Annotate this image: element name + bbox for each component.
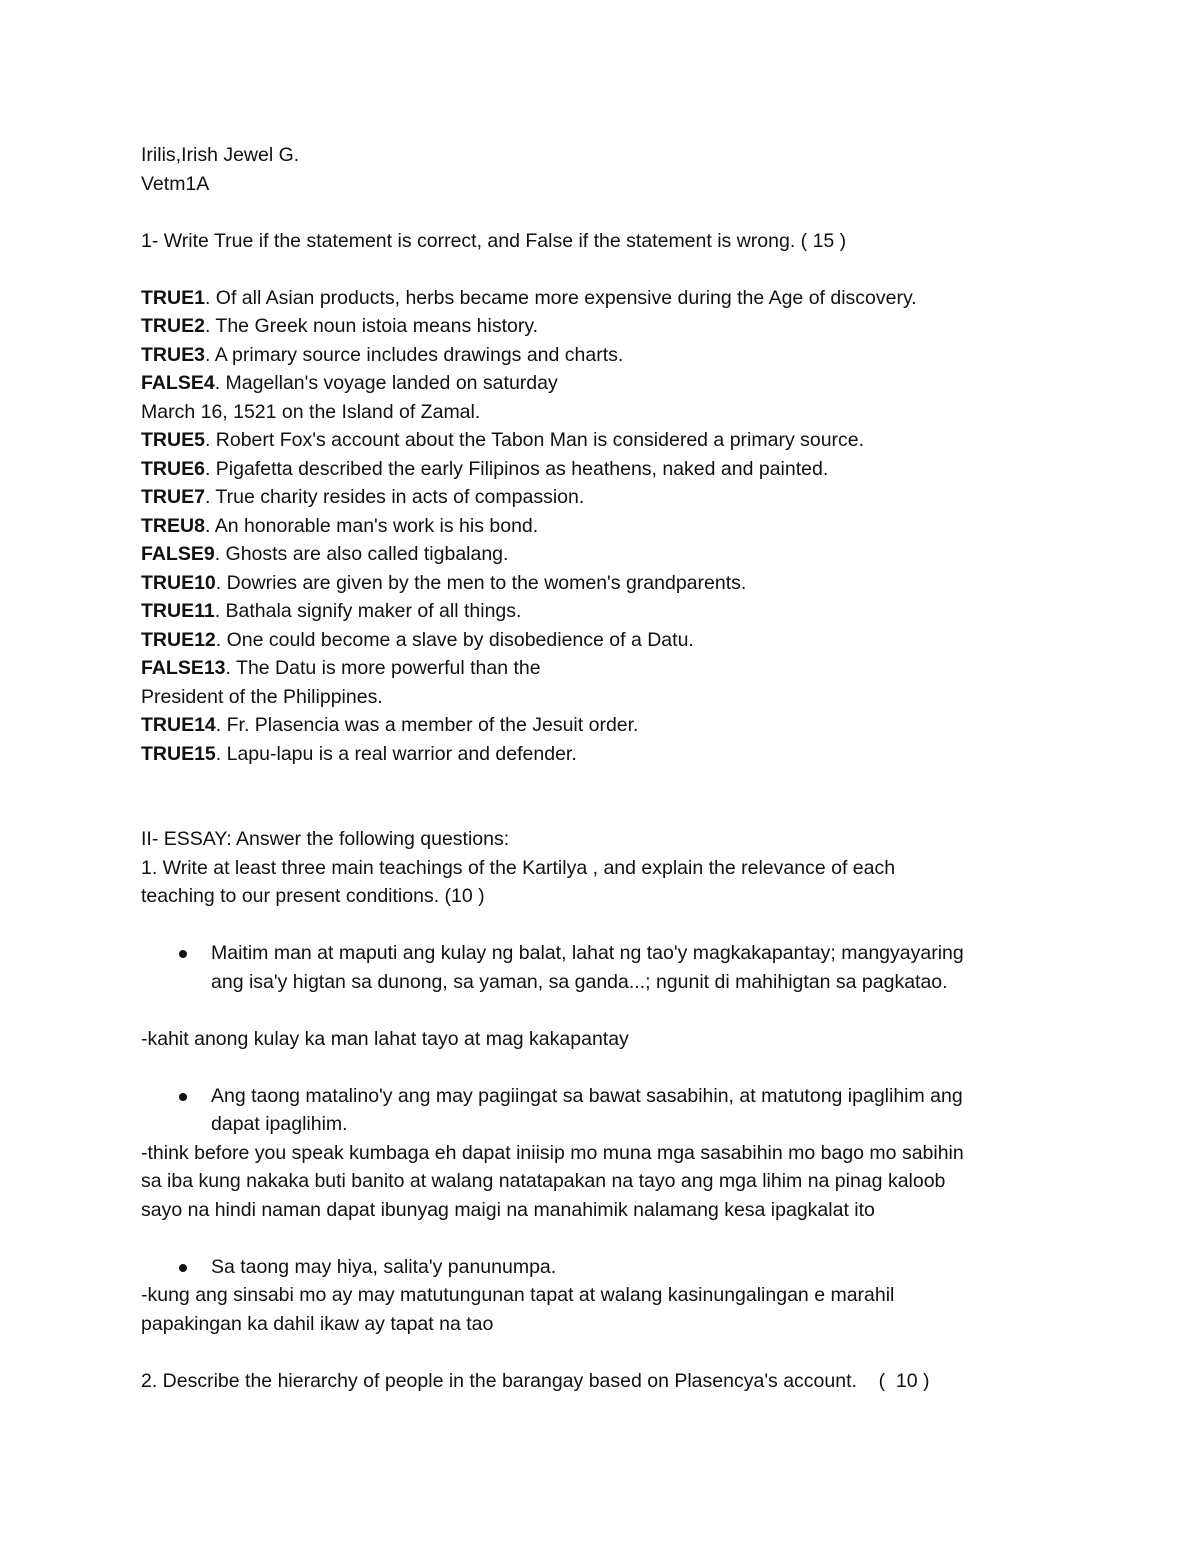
teaching-bullet-item [141,1082,1061,1139]
bullet-dot-icon [179,950,187,958]
teaching-bullet-item [141,939,1061,996]
teaching-explanation: sayo na hindi naman dapat ibunyag maigi na manahimik nalamang kesa ipagkalat ito [141,1198,875,1221]
tf-answer: TRUE15 [141,742,216,765]
tf-statement: . Robert Fox's account about the Tabon Man is considered a primary source. [204,429,865,451]
tf-item [141,512,1061,541]
kartilya-teachings [141,939,1061,1367]
tf-answer: TRUE14 [141,714,216,736]
tf-statement: . Fr. Plasencia was a member of the Jesuit order. [215,714,639,736]
teaching-explanation: -think before you speak kumbaga eh dapat iniisip mo muna mga sasabihin mo bago mo sabihin [141,1141,964,1164]
tf-item [141,540,1061,569]
bullet-dot-icon [179,1264,187,1272]
tf-answer: TRUE12 [141,628,216,651]
spacer [141,797,1061,826]
tf-item [141,654,1061,683]
tf-answer: TREU8 [141,514,205,537]
tf-answer: TRUE6 [141,457,205,480]
tf-item [141,426,1061,455]
spacer [141,198,1061,227]
spacer [141,255,1061,284]
spacer [141,1224,1061,1253]
spacer [141,1338,1061,1367]
tf-statement: . Of all Asian products, herbs became more expensive during the Age of discovery. [204,286,917,309]
tf-statement-continued: President of the Philippines. [141,685,383,708]
part2-heading: II- ESSAY: Answer the following questions: [141,828,510,850]
teaching-explanation: -kahit anong kulay ka man lahat tayo at mag kakapantay [141,1027,629,1050]
bullet-dot-icon [179,1093,187,1101]
tf-statement: . Ghosts are also called tigbalang. [214,543,509,565]
teaching-text: ang isa'y higtan sa dunong, sa yaman, sa ganda...; ngunit di mahihigtan sa pagkatao. [211,970,948,993]
tf-item [141,626,1061,655]
tf-item [141,369,1061,398]
tf-statement: . The Greek noun istoia means history. [204,315,539,337]
tf-item [141,312,1061,341]
tf-statement: . A primary source includes drawings and charts. [204,343,624,366]
tf-statement: . One could become a slave by disobedience of a Datu. [215,628,694,651]
question-1-line-2: teaching to our present conditions. (10 ) [141,885,485,907]
tf-statement: . True charity resides in acts of compassion. [204,486,585,508]
spacer [141,768,1061,797]
tf-answer: FALSE13 [141,657,226,679]
tf-item [141,341,1061,370]
tf-statement: . The Datu is more powerful than the [225,657,541,679]
spacer [141,996,1061,1025]
tf-item [141,597,1061,626]
tf-item [141,569,1061,598]
tf-answer: TRUE1 [141,286,205,309]
teaching-text: Maitim man at maputi ang kulay ng balat, lahat ng tao'y magkakapantay; mangyayaring [211,942,964,964]
tf-item [141,740,1061,769]
teaching-explanation: -kung ang sinsabi mo ay may matutungunan tapat at walang kasinungalingan e marahil [141,1284,895,1306]
teaching-explanation: papakingan ka dahil ikaw ay tapat na tao [141,1312,494,1335]
tf-answer: TRUE11 [141,600,215,622]
tf-answer: FALSE9 [141,543,215,565]
tf-answer: TRUE2 [141,315,205,337]
teaching-text: Ang taong matalino'y ang may pagiingat sa bawat sasabihin, at matutong ipaglihim ang [211,1084,963,1107]
tf-statement-continued: March 16, 1521 on the Island of Zamal. [141,400,481,423]
tf-item [141,284,1061,313]
spacer [141,1053,1061,1082]
tf-statement: . Bathala signify maker of all things. [214,600,522,622]
question-1-line-1: 1. Write at least three main teachings of the Kartilya , and explain the relevance of each [141,856,896,879]
tf-answer: TRUE7 [141,486,205,508]
tf-statement: . Lapu-lapu is a real warrior and defender. [215,742,577,765]
part1-instruction: 1- Write True if the statement is correct, and False if the statement is wrong. ( 15 ) [141,229,847,252]
tf-statement: . Dowries are given by the men to the women's grandparents. [215,571,747,594]
tf-item [141,711,1061,740]
tf-item [141,455,1061,484]
teaching-text: Sa taong may hiya, salita'y panunumpa. [211,1255,557,1278]
teaching-explanation: sa iba kung nakaka buti banito at walang natatapakan na tayo ang mga lihim na pinag kaloob [141,1170,946,1192]
tf-statement: . Pigafetta described the early Filipinos as heathens, naked and painted. [204,457,829,480]
tf-answer: TRUE3 [141,343,205,366]
teaching-text: dapat ipaglihim. [211,1113,348,1135]
tf-item [141,483,1061,512]
question-2: 2. Describe the hierarchy of people in the barangay based on Plasencya's account. ( 10 ) [141,1369,930,1392]
document-page [141,141,1061,1395]
tf-answer: FALSE4 [141,372,215,394]
tf-answer: TRUE5 [141,429,205,451]
tf-statement: . Magellan's voyage landed on saturday [214,372,558,394]
student-section: Vetm1A [141,172,210,195]
teaching-bullet-item [141,1253,1061,1282]
true-false-list [141,284,1061,769]
student-name: Irilis,Irish Jewel G. [141,144,300,166]
tf-answer: TRUE10 [141,571,216,594]
tf-statement: . An honorable man's work is his bond. [204,514,539,537]
spacer [141,911,1061,940]
